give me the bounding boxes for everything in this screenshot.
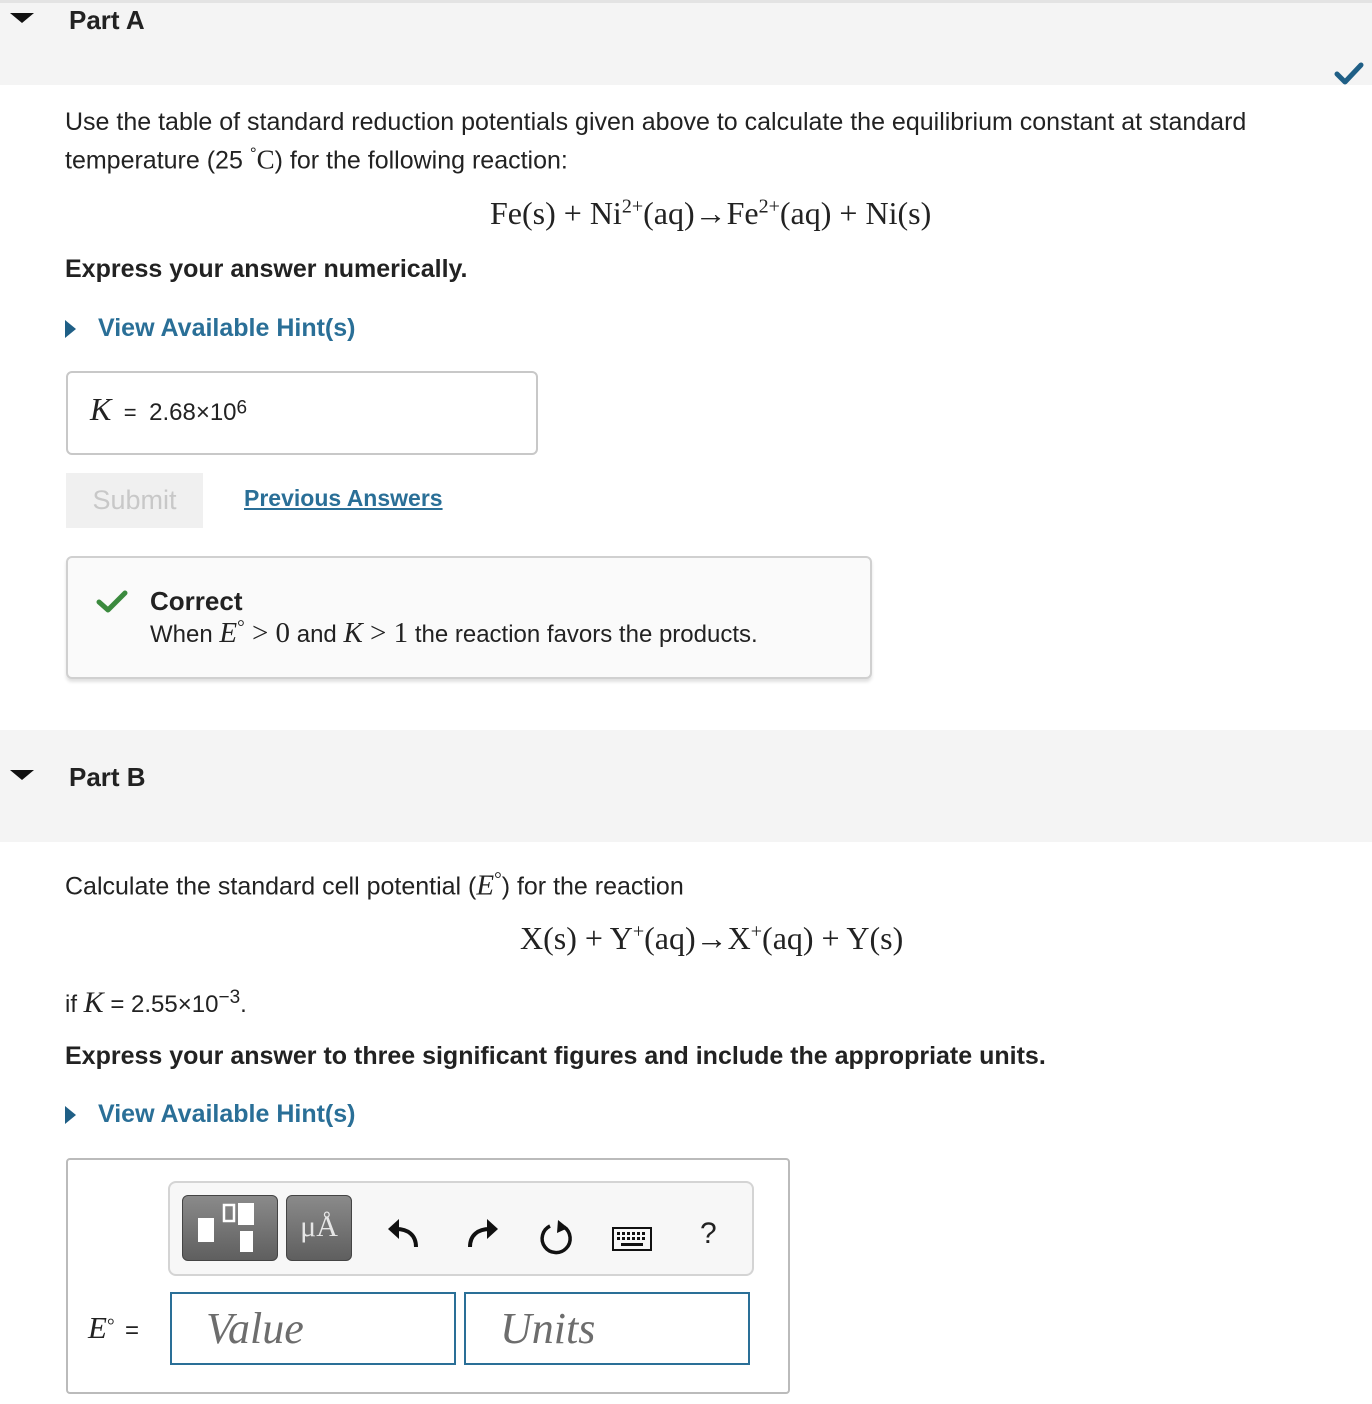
units-button[interactable] (286, 1195, 352, 1261)
ni-charge: 2+ (621, 195, 644, 218)
hint-label: View Available Hint(s) (98, 314, 356, 342)
input-label-e: E (88, 1310, 107, 1345)
eq-part: (aq)→X (644, 920, 751, 956)
eq-part: (aq) + Ni(s) (779, 195, 932, 231)
collapse-triangle-icon[interactable] (10, 770, 34, 780)
if-period: . (240, 991, 247, 1018)
answer-mantissa: 2.68×10 (149, 399, 237, 426)
templates-icon (183, 1196, 277, 1260)
fb-tail: the reaction favors the products. (408, 621, 758, 648)
feedback-status: Correct (150, 586, 243, 616)
input-label-equals: = (125, 1317, 140, 1344)
answer-display (66, 371, 538, 455)
answer-equals: = (123, 400, 137, 425)
value-input[interactable] (170, 1292, 456, 1365)
fe-charge: 2+ (758, 195, 780, 218)
fb-k: K (343, 617, 363, 649)
fb-and: and (290, 621, 344, 648)
q-text-end: ) for the reaction (501, 872, 684, 901)
reaction-equation-a (490, 195, 931, 232)
if-value: = 2.55×10 (103, 991, 219, 1018)
part-b-question (65, 864, 684, 902)
x-charge: + (750, 920, 763, 943)
units-button-label: μÅ (300, 1210, 338, 1243)
correct-check-icon (96, 590, 128, 614)
q-degree: ° (494, 869, 502, 890)
question-text: temperature (25 (65, 146, 250, 175)
part-b-header[interactable] (0, 730, 1372, 842)
check-icon (1334, 62, 1364, 86)
part-b-title: Part B (69, 762, 146, 792)
submit-button[interactable]: Submit (66, 473, 203, 528)
hint-label: View Available Hint(s) (98, 1100, 356, 1128)
math-toolbar (168, 1181, 754, 1276)
if-text: if (65, 991, 84, 1018)
q-e: E (476, 869, 495, 902)
expand-triangle-icon (65, 320, 76, 338)
question-line-2 (65, 138, 1325, 176)
question-text-end: ) for the following reaction: (274, 146, 568, 175)
part-b-hint-toggle[interactable] (65, 1100, 355, 1129)
answer-exponent: 6 (236, 397, 248, 419)
celsius-symbol: C (256, 144, 275, 175)
keyboard-icon[interactable] (612, 1227, 652, 1251)
fb-gt-zero: > 0 (244, 617, 291, 649)
redo-icon[interactable] (466, 1217, 500, 1249)
feedback-message (150, 617, 758, 650)
fb-gt-one: > 1 (362, 617, 409, 649)
part-b-instruction: Express your answer to three significant figures and include the appropriate units. (65, 1042, 1046, 1070)
templates-button[interactable] (182, 1195, 278, 1261)
reaction-equation-b (520, 920, 903, 957)
fb-text: When (150, 621, 220, 648)
part-b-condition (65, 986, 247, 1020)
part-a-title: Part A (69, 5, 145, 35)
q-text: Calculate the standard cell potential ( (65, 872, 477, 901)
eq-part: Fe(s) + Ni (490, 195, 622, 231)
eq-part: X(s) + Y (520, 920, 633, 956)
y-charge: + (632, 920, 645, 943)
reset-icon[interactable] (538, 1219, 574, 1255)
if-exponent: −3 (218, 987, 241, 1008)
degree-symbol: ° (249, 144, 257, 163)
undo-icon[interactable] (386, 1217, 420, 1249)
previous-answers-link[interactable]: Previous Answers (244, 485, 443, 511)
part-a-question (65, 106, 1325, 176)
if-k: K (83, 986, 104, 1019)
part-a-header[interactable] (0, 3, 1372, 85)
part-a-instruction: Express your answer numerically. (65, 255, 468, 283)
input-label-degree: ° (106, 1315, 115, 1337)
fb-e: E (219, 617, 238, 649)
help-button[interactable]: ? (700, 1217, 717, 1250)
expand-triangle-icon (65, 1106, 76, 1124)
question-line-1: Use the table of standard reduction potentials given above to calculate the equilibrium constant at standard (65, 108, 1247, 136)
units-input[interactable] (464, 1292, 750, 1365)
fb-degree: ° (237, 617, 245, 638)
answer-variable: K (90, 391, 112, 427)
collapse-triangle-icon[interactable] (10, 13, 34, 23)
input-label (88, 1310, 139, 1346)
feedback-panel (66, 556, 872, 679)
eq-part: (aq)→Fe (643, 195, 759, 231)
eq-part: (aq) + Y(s) (762, 920, 904, 956)
part-a-hint-toggle[interactable] (65, 314, 355, 343)
